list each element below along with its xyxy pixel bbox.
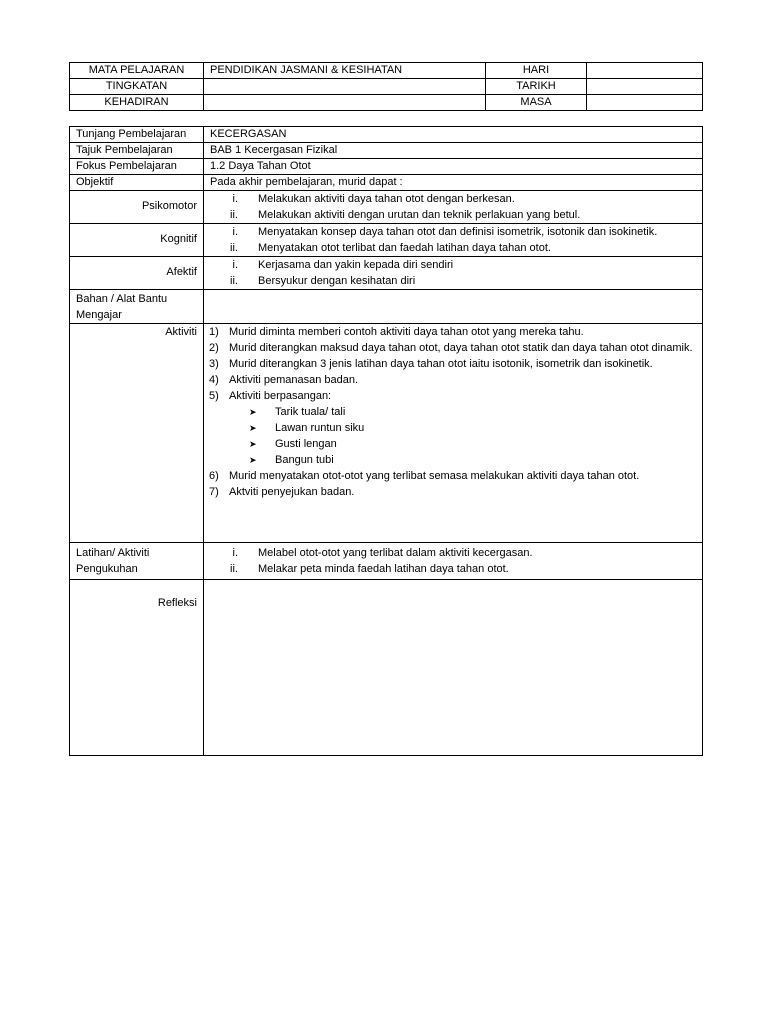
tajuk-label: Tajuk Pembelajaran — [70, 143, 204, 159]
sub-list-item: ➤ Bangun tubi — [249, 454, 334, 466]
sub-list-item: ➤ Gusti lengan — [249, 438, 337, 450]
masa-label: MASA — [486, 95, 587, 111]
list-item: 2) Murid diterangkan maksud daya tahan otot, daya tahan otot statik dan daya tahan otot dinamik. — [209, 342, 693, 354]
header-row-attendance — [70, 95, 703, 111]
row-kognitif — [70, 224, 703, 257]
row-objektif — [70, 175, 703, 191]
kehadiran-label: KEHADIRAN — [70, 95, 204, 111]
hari-value[interactable] — [587, 63, 703, 79]
arrow-bullet-icon: ➤ — [249, 455, 257, 465]
psikomotor-list — [204, 191, 703, 224]
psikomotor-label: Psikomotor — [70, 191, 204, 224]
row-bahan — [70, 290, 703, 324]
latihan-list — [204, 543, 703, 580]
arrow-bullet-icon: ➤ — [249, 407, 257, 417]
sub-list-item: ➤ Lawan runtun siku — [249, 422, 365, 434]
afektif-label: Afektif — [70, 257, 204, 290]
row-fokus — [70, 159, 703, 175]
refleksi-label: Refleksi — [70, 580, 204, 756]
afektif-list — [204, 257, 703, 290]
tarikh-value[interactable] — [587, 79, 703, 95]
list-item: 1) Murid diminta memberi contoh aktiviti daya tahan otot yang mereka tahu. — [209, 326, 584, 338]
row-latihan — [70, 543, 703, 580]
bahan-value[interactable] — [204, 290, 703, 324]
kognitif-list — [204, 224, 703, 257]
tunjang-label: Tunjang Pembelajaran — [70, 127, 204, 143]
fokus-label: Fokus Pembelajaran — [70, 159, 204, 175]
hari-label: HARI — [486, 63, 587, 79]
list-item: i. Melabel otot-otot yang terlibat dalam aktiviti kecergasan. — [232, 547, 533, 559]
list-item: 4) Aktiviti pemanasan badan. — [209, 374, 359, 386]
objektif-label: Objektif — [70, 175, 204, 191]
list-item: ii. Bersyukur dengan kesihatan diri — [230, 275, 416, 287]
aktiviti-label: Aktiviti — [70, 324, 204, 543]
header-row-subject — [70, 63, 703, 79]
latihan-label: Latihan/ Aktiviti Pengukuhan — [70, 543, 204, 580]
refleksi-value[interactable] — [204, 580, 703, 756]
mata-pelajaran-label: MATA PELAJARAN — [70, 63, 204, 79]
arrow-bullet-icon: ➤ — [249, 423, 257, 433]
row-afektif — [70, 257, 703, 290]
list-item: 6) Murid menyatakan otot-otot yang terlibat semasa melakukan aktiviti daya tahan otot. — [209, 470, 640, 482]
header-row-level — [70, 79, 703, 95]
kognitif-label: Kognitif — [70, 224, 204, 257]
objektif-value: Pada akhir pembelajaran, murid dapat : — [204, 175, 703, 191]
row-refleksi — [70, 580, 703, 756]
tingkatan-value[interactable] — [204, 79, 486, 95]
list-item: ii. Menyatakan otot terlibat dan faedah latihan daya tahan otot. — [230, 242, 551, 254]
tarikh-label: TARIKH — [486, 79, 587, 95]
row-tajuk — [70, 143, 703, 159]
tingkatan-label: TINGKATAN — [70, 79, 204, 95]
bahan-label: Bahan / Alat Bantu Mengajar — [70, 290, 204, 324]
row-tunjang — [70, 127, 703, 143]
list-item: ii. Melakar peta minda faedah latihan daya tahan otot. — [230, 563, 509, 575]
list-item: 5) Aktiviti berpasangan: — [209, 390, 332, 402]
list-item: ii. Melakukan aktiviti dengan urutan dan teknik perlakuan yang betul. — [230, 209, 581, 221]
list-item: i. Kerjasama dan yakin kepada diri sendiri — [232, 259, 454, 271]
mata-pelajaran-value: PENDIDIKAN JASMANI & KESIHATAN — [204, 63, 486, 79]
lesson-plan-table — [69, 126, 703, 756]
kehadiran-value[interactable] — [204, 95, 486, 111]
sub-list-item: ➤ Tarik tuala/ tali — [249, 406, 346, 418]
list-item: i. Menyatakan konsep daya tahan otot dan definisi isometrik, isotonik dan isokinetik. — [232, 226, 658, 238]
fokus-value: 1.2 Daya Tahan Otot — [204, 159, 703, 175]
header-table — [69, 62, 703, 111]
aktiviti-list — [204, 324, 703, 543]
row-psikomotor — [70, 191, 703, 224]
list-item: 3) Murid diterangkan 3 jenis latihan daya tahan otot iaitu isotonik, isometrik dan isokinetik. — [209, 358, 653, 370]
tunjang-value: KECERGASAN — [204, 127, 703, 143]
arrow-bullet-icon: ➤ — [249, 439, 257, 449]
list-item: 7) Aktviti penyejukan badan. — [209, 486, 355, 498]
tajuk-value: BAB 1 Kecergasan Fizikal — [204, 143, 703, 159]
row-aktiviti — [70, 324, 703, 543]
list-item: i. Melakukan aktiviti daya tahan otot dengan berkesan. — [232, 193, 515, 205]
masa-value[interactable] — [587, 95, 703, 111]
